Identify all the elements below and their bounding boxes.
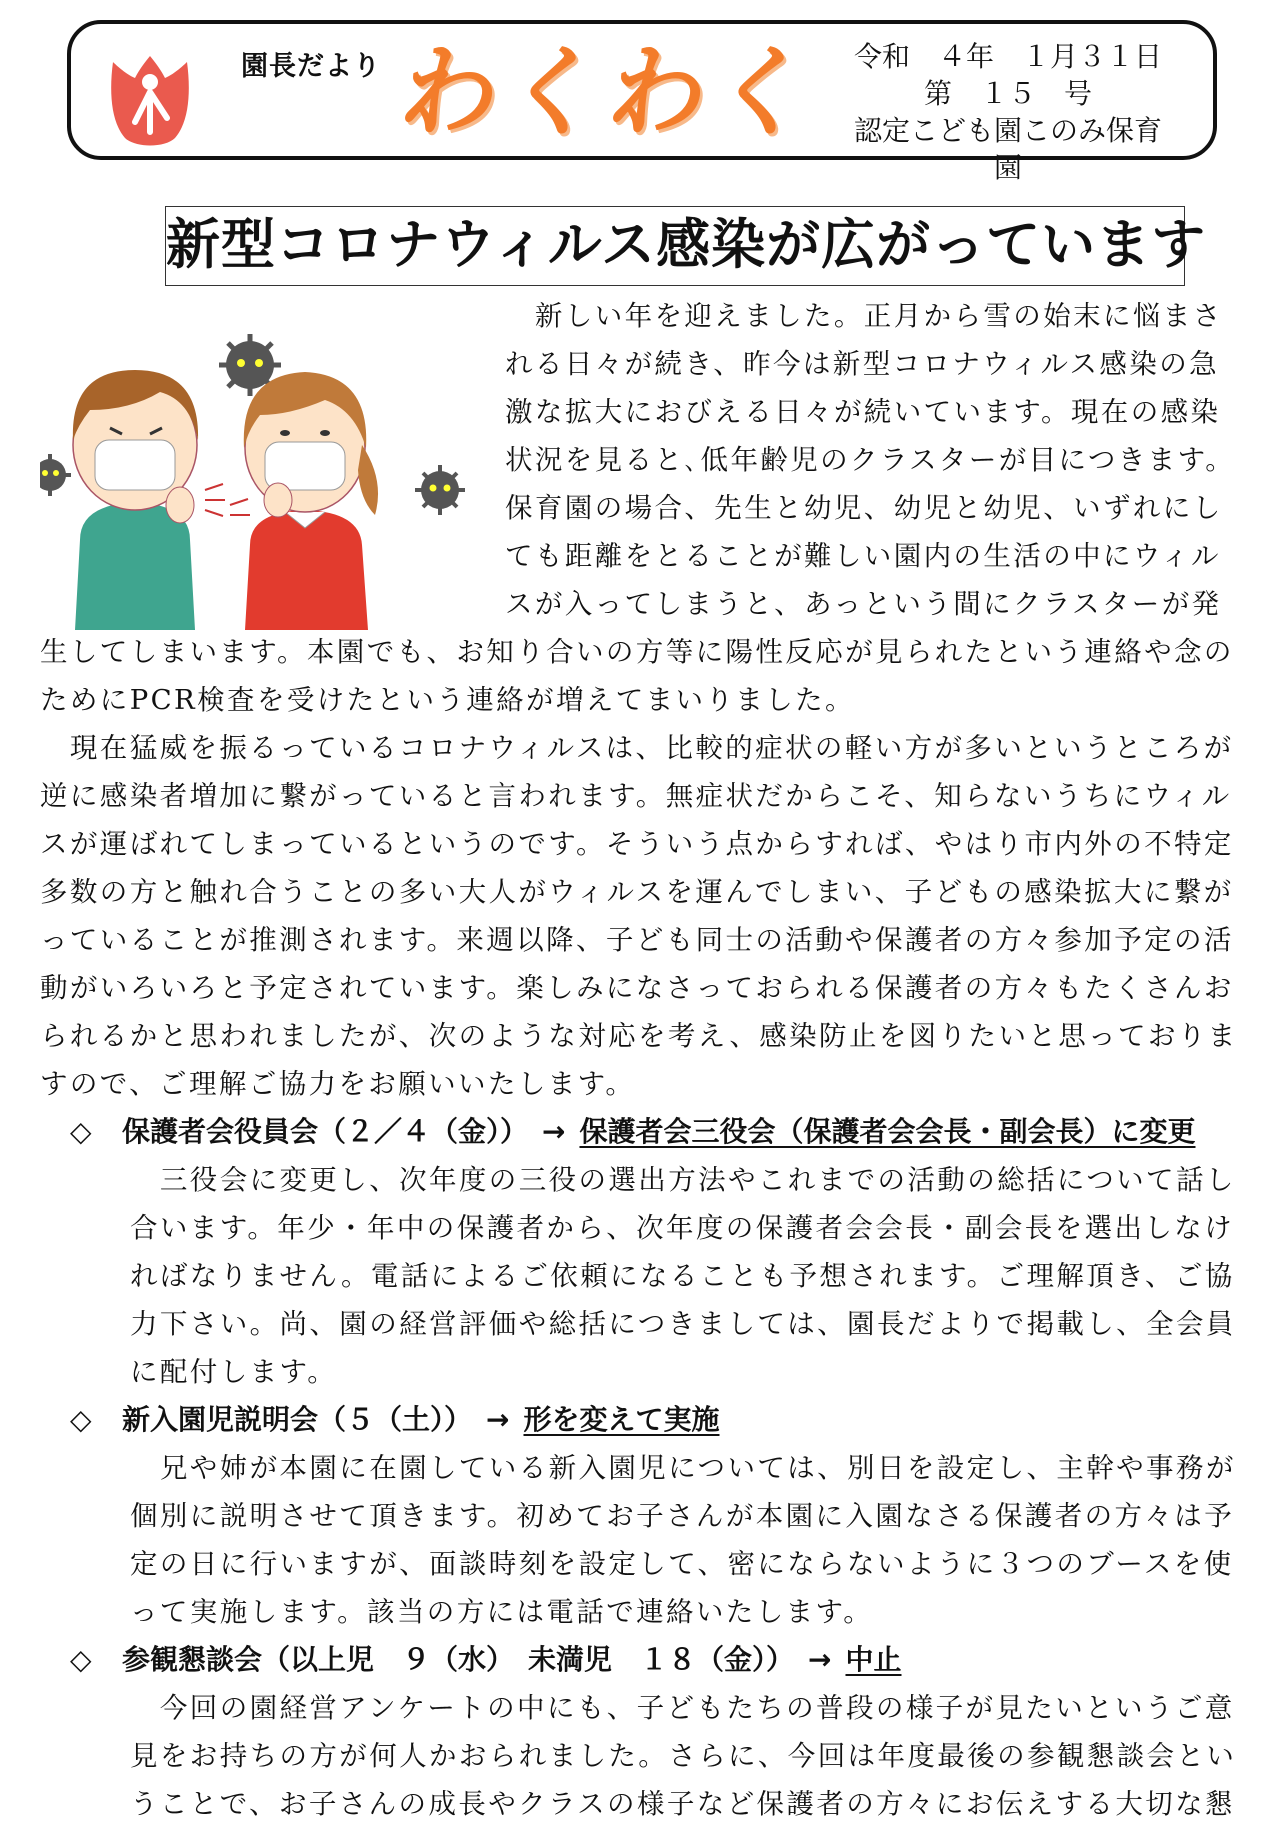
event-name: 参観懇談会（以上児 ９（水） 未満児 １８（金）） (122, 1643, 795, 1676)
arrow-icon: → (486, 1403, 510, 1436)
tulip-logo-icon (105, 52, 195, 150)
item-heading-orientation (70, 1396, 720, 1444)
issue-info (843, 38, 1173, 186)
text-line: 兄や姉が本園に在園している新入園児については、別日を設定し、主幹や事務が (130, 1452, 1236, 1484)
diamond-bullet-icon: ◇ (70, 1403, 92, 1436)
text-line: 三役会に変更し、次年度の三役の選出方法やこれまでの活動の総括について話し (130, 1164, 1236, 1196)
text-line: ればなりません。電話によるご依頼になることも予想されます。ご理解頂き、ご協 (130, 1260, 1235, 1292)
text-line: れる日々が続き、昨今は新型コロナウィルス感染の急 (505, 348, 1220, 380)
event-result: 形を変えて実施 (523, 1403, 720, 1436)
text-line: 生してしまいます。本園でも、お知り合いの方等に陽性反応が見られたという連絡や念の (40, 636, 1234, 668)
event-result: 中止 (845, 1643, 902, 1676)
arrow-icon: → (542, 1115, 566, 1148)
item-body-observation (130, 1684, 1260, 1828)
school-name: 認定こども園このみ保育園 (853, 114, 1162, 184)
corner-title: 園長だより (241, 51, 381, 82)
text-line: すので、ご理解ご協力をお願いいたします。 (40, 1068, 636, 1100)
text-line: 動がいろいろと予定されています。楽しみになさっておられる保護者の方々もたくさんお (40, 972, 1234, 1004)
text-line: 激な拡大におびえる日々が続いています。現在の感染 (505, 396, 1221, 428)
newsletter-title: わくわく (392, 36, 826, 150)
intro-continuation (40, 628, 1260, 724)
girl-figure (244, 372, 378, 630)
text-line: っていることが推測されます。来週以降、子ども同士の活動や保護者の方々参加予定の活 (40, 924, 1234, 956)
children-coughing-illustration (40, 330, 480, 630)
text-line: 見をお持ちの方が何人かおられました。さらに、今回は年度最後の参観懇談会とい (130, 1740, 1237, 1772)
text-line: ても距離をとることが難しい園内の生活の中にウィル (505, 540, 1221, 572)
text-line: られるかと思われましたが、次のような対応を考え、感染防止を図りたいと思っておりま (40, 1020, 1238, 1052)
newsletter-header (67, 20, 1217, 184)
item-body-officers-meeting (130, 1156, 1260, 1396)
text-line: 保育園の場合、先生と幼児、幼児と幼児、いずれにし (505, 492, 1223, 524)
intro-paragraph (505, 292, 1235, 628)
text-line: 定の日に行いますが、面談時刻を設定して、密にならないように３つのブースを使 (130, 1548, 1234, 1580)
text-line: 合います。年少・年中の保護者から、次年度の保護者会会長・副会長を選出しなけ (130, 1212, 1235, 1244)
text-line: スが運ばれてしまっているというのです。そういう点からすれば、やはり市内外の不特定 (40, 828, 1234, 860)
article-title: 新型コロナウィルス感染が広がっています (165, 206, 1185, 286)
text-line: って実施します。該当の方には電話で連絡いたします。 (130, 1596, 874, 1628)
text-line: 逆に感染者増加に繋がっていると言われます。無症状だからこそ、知らないうちにウィル (40, 780, 1232, 812)
text-line: 新しい年を迎えました。正月から雪の始末に悩まさ (505, 300, 1223, 332)
text-line: 個別に説明させて頂きます。初めてお子さんが本園に入園なさる保護者の方々は予 (130, 1500, 1235, 1532)
event-result: 保護者会三役会（保護者会会長・副会長）に変更 (579, 1115, 1196, 1148)
text-line: スが入ってしまうと、あっという間にクラスターが発 (505, 588, 1222, 620)
text-line: 力下さい。尚、園の経営評価や総括につきましては、園長だよりで掲載し、全会員 (130, 1308, 1236, 1340)
second-paragraph (40, 724, 1260, 1108)
item-heading-observation (70, 1636, 902, 1684)
text-line: ためにPCR検査を受けたという連絡が増えてまいりました。 (40, 684, 855, 716)
event-name: 新入園児説明会（５（土）） (122, 1403, 473, 1436)
text-line: に配付します。 (130, 1356, 338, 1388)
item-body-orientation (130, 1444, 1260, 1636)
issue-date: 令和 ４年 １月３１日 (853, 40, 1162, 73)
arrow-icon: → (808, 1643, 832, 1676)
diamond-bullet-icon: ◇ (70, 1643, 92, 1676)
text-line: うことで、お子さんの成長やクラスの様子など保護者の方々にお伝えする大切な懇 (130, 1788, 1235, 1820)
diamond-bullet-icon: ◇ (70, 1115, 92, 1148)
text-line: 状況を見ると､低年齢児のクラスターが目につきます。 (505, 444, 1236, 476)
item-heading-officers-meeting (70, 1108, 1196, 1156)
issue-number: 第 １５ 号 (923, 77, 1092, 110)
text-line: 現在猛威を振るっているコロナウィルスは、比較的症状の軽い方が多いというところが (40, 732, 1234, 764)
virus-icon (40, 454, 71, 496)
virus-icon (415, 465, 465, 515)
boy-figure (73, 370, 198, 630)
text-line: 多数の方と触れ合うことの多い大人がウィルスを運んでしまい、子どもの感染拡大に繋が (40, 876, 1234, 908)
text-line: 今回の園経営アンケートの中にも、子どもたちの普段の様子が見たいというご意 (130, 1692, 1235, 1724)
event-name: 保護者会役員会（２／４（金）） (122, 1115, 529, 1148)
